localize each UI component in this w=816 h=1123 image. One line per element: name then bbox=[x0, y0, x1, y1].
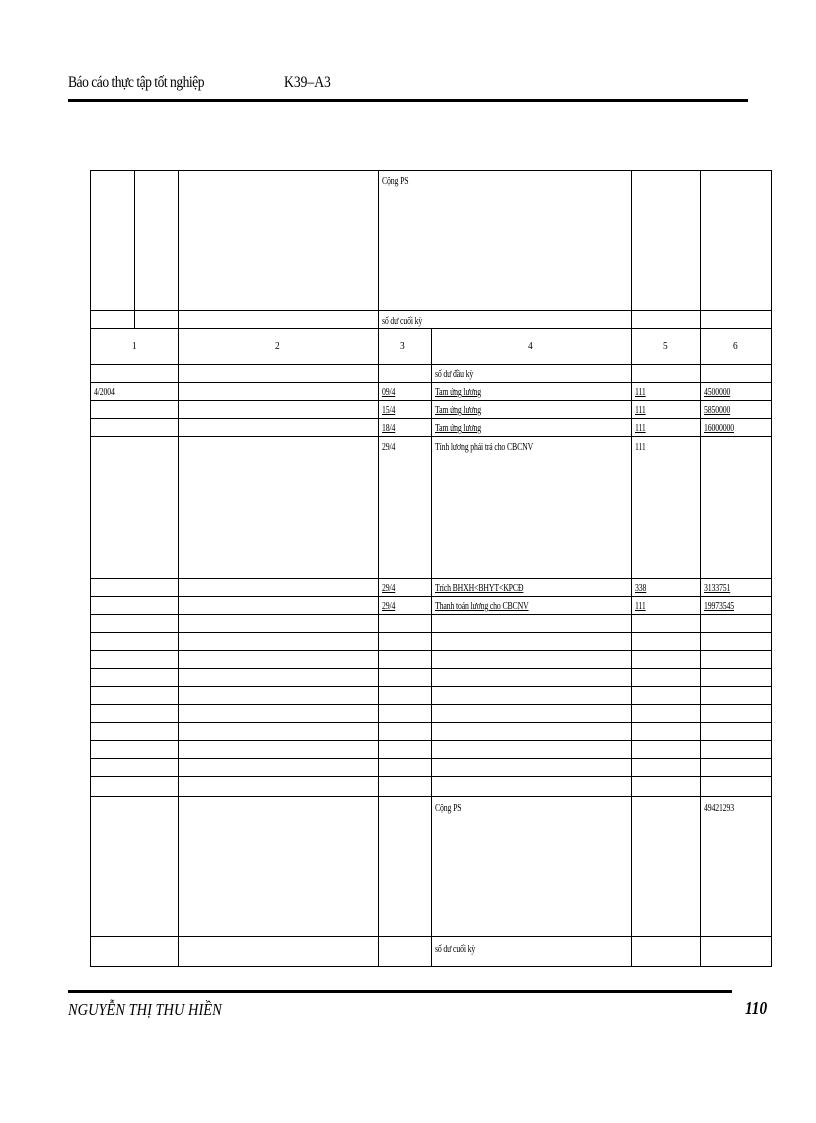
row-divider bbox=[90, 740, 772, 741]
row-divider bbox=[90, 170, 772, 171]
footer-divider bbox=[68, 990, 732, 993]
entry-amount: 19973545 bbox=[704, 601, 734, 612]
row-divider bbox=[90, 596, 772, 597]
row-divider bbox=[90, 776, 772, 777]
bottom-total-label: Cộng PS bbox=[435, 803, 462, 814]
entry-description: Thanh toán lương cho CBCNV bbox=[435, 601, 529, 612]
column-number: 6 bbox=[733, 340, 738, 352]
entry-amount: 16000000 bbox=[704, 423, 734, 434]
opening-balance-label: số dư đầu kỳ bbox=[435, 369, 474, 380]
entry-description: Trích BHXH<BHYT<KPCĐ bbox=[435, 583, 524, 594]
entry-period: 4/2004 bbox=[94, 387, 115, 398]
entry-date: 29/4 bbox=[382, 583, 396, 594]
bottom-closing-label: số dư cuối kỳ bbox=[435, 944, 476, 955]
table-border-right bbox=[771, 170, 772, 966]
row-divider bbox=[90, 400, 772, 401]
entry-description: Tam ứng lương bbox=[435, 405, 481, 416]
row-divider bbox=[90, 936, 772, 937]
bottom-total-amount: 49421293 bbox=[704, 803, 734, 814]
class-code: K39–A3 bbox=[284, 74, 331, 91]
entry-amount: 3133751 bbox=[704, 583, 731, 594]
row-divider bbox=[90, 328, 772, 329]
row-divider bbox=[90, 364, 772, 365]
top-closing-label: số dư cuối kỳ bbox=[382, 316, 423, 327]
row-divider bbox=[90, 418, 772, 419]
row-divider bbox=[90, 686, 772, 687]
row-divider bbox=[90, 614, 772, 615]
column-number: 3 bbox=[400, 340, 405, 352]
column-divider bbox=[631, 170, 632, 966]
row-divider bbox=[90, 578, 772, 579]
entry-date: 15/4 bbox=[382, 405, 396, 416]
entry-description: Tam ứng lương bbox=[435, 423, 481, 434]
row-divider bbox=[90, 704, 772, 705]
entry-date: 18/4 bbox=[382, 423, 396, 434]
row-divider bbox=[90, 722, 772, 723]
column-number: 5 bbox=[663, 340, 668, 352]
entry-amount: 4500000 bbox=[704, 387, 731, 398]
entry-account: 338 bbox=[635, 583, 647, 594]
column-divider bbox=[178, 170, 179, 966]
row-divider bbox=[90, 436, 772, 437]
entry-description: Tính lương phải trả cho CBCNV bbox=[435, 442, 534, 453]
page-number: 110 bbox=[745, 998, 768, 1018]
column-divider bbox=[378, 170, 379, 966]
entry-date: 29/4 bbox=[382, 442, 396, 453]
column-number: 1 bbox=[132, 340, 137, 352]
entry-date: 09/4 bbox=[382, 387, 396, 398]
entry-account: 111 bbox=[635, 423, 646, 434]
row-divider bbox=[90, 382, 772, 383]
row-divider bbox=[90, 650, 772, 651]
entry-account: 111 bbox=[635, 387, 646, 398]
row-divider bbox=[90, 758, 772, 759]
entry-description: Tam ứng lương bbox=[435, 387, 481, 398]
author-name: NGUYỄN THỊ THU HIỀN bbox=[68, 1000, 222, 1019]
entry-account: 111 bbox=[635, 405, 646, 416]
row-divider bbox=[90, 668, 772, 669]
entry-amount: 5850000 bbox=[704, 405, 731, 416]
row-divider bbox=[90, 310, 772, 311]
table-border-left bbox=[90, 170, 91, 966]
row-divider bbox=[90, 966, 772, 967]
column-divider bbox=[700, 170, 701, 966]
column-number: 4 bbox=[528, 340, 533, 352]
row-divider bbox=[90, 796, 772, 797]
entry-date: 29/4 bbox=[382, 601, 396, 612]
column-divider bbox=[134, 170, 135, 328]
column-divider bbox=[431, 328, 432, 966]
entry-account: 111 bbox=[635, 442, 646, 453]
column-number: 2 bbox=[275, 340, 280, 352]
entry-account: 111 bbox=[635, 601, 646, 612]
top-total-label: Cộng PS bbox=[382, 176, 409, 187]
report-title: Báo cáo thực tập tốt nghiệp bbox=[68, 74, 204, 91]
row-divider bbox=[90, 632, 772, 633]
